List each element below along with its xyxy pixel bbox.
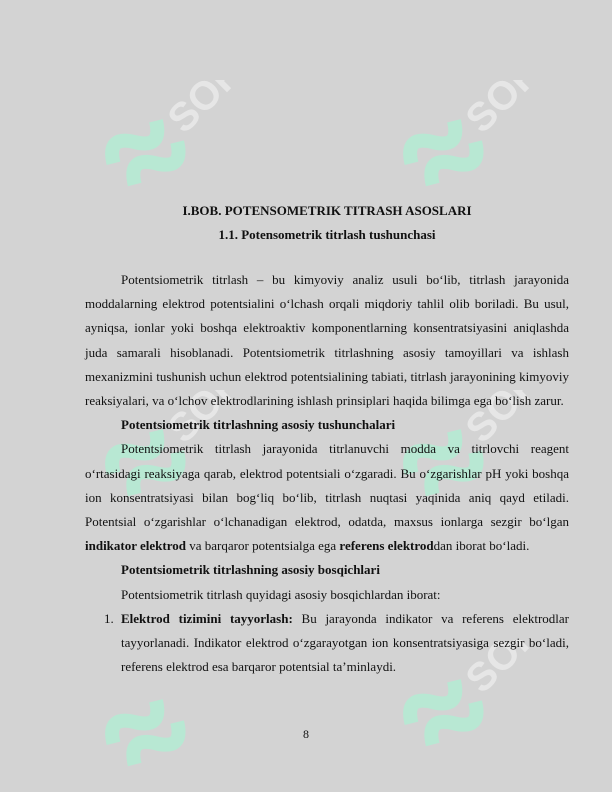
paragraph-concepts <box>85 437 569 558</box>
section-title: 1.1. Potensometrik titrlash tushunchasi <box>218 227 436 242</box>
term-indicator-electrode: indikator elektrod <box>85 538 187 554</box>
chapter-title: I.BOB. POTENSOMETRIK TITRASH ASOSLARI <box>182 203 472 218</box>
watermark-text: SOFF <box>159 80 248 142</box>
page-body <box>85 200 569 679</box>
watermark-text: SOFF <box>457 80 546 142</box>
paragraph-text: dan iborat bo‘ladi. <box>433 538 530 554</box>
subheading-stages: Potentsiometrik titrlashning asosiy bosqichlari <box>121 562 380 578</box>
watermark-logo <box>78 80 248 190</box>
page-number: 8 <box>303 727 309 741</box>
paragraph-stages-intro: Potentsiometrik titrlash quyidagi asosiy bosqichlardan iborat: <box>121 586 441 602</box>
watermark-logo <box>376 80 546 190</box>
list-item-title: Elektrod tizimini tayyorlash: <box>121 610 293 626</box>
list-item <box>85 607 569 680</box>
list-item-text: Bu jarayonda indikator va referens elektrodlar tayyorlanadi. Indikator elektrod o‘zgarayotgan ion konsentratsiyasiga sezgir bo‘ladi, referens elektrod esa barqaror potentsial ta’minlaydi. <box>121 610 570 675</box>
watermark-text: SOFF <box>159 390 248 452</box>
watermark-text: SOFF <box>457 640 546 702</box>
paragraph-text: Potentsiometrik titrlash jarayonida titrlanuvchi modda va titrlovchi reagent o‘rtasidagi reaksiyaga qarab, elektrod potentsiali o‘zgaradi. Bu o‘zgarishlar pH yoki boshqa ion konsentratsiyasi bilan bog‘liq bo‘lib, titrlash nuqtasi yaqinida aniq qayd etiladi. Potentsial o‘zgarishlar o‘lchanadigan elektrod, odatda, maxsus ionlarga sezgir bo‘lgan <box>85 441 569 530</box>
subheading-concepts: Potentsiometrik titrlashning asosiy tushunchalari <box>121 417 396 433</box>
watermark-text: SOFF <box>457 390 546 452</box>
paragraph-intro: Potentsiometrik titrlash – bu kimyoviy analiz usuli bo‘lib, titrlash jarayonida moddalarning elektrod potentsialini o‘lchash orqali miqdoriy tahlil olib boriladi. Bu usul, ayniqsa, ionlar yoki boshqa elektroaktiv komponentlarning konsentratsiyasini aniqlashda juda samarali hisoblanadi. Potentsiometrik titrlashning asosiy tamoyillari va ishlash mexanizmini tushunish uchun elektrod potentsialining tabiati, titrlash jarayonining kimyoviy reaksiyalari, va o‘lchov elektrodlarining ishlash prinsiplari haqida bilimga ega bo‘lish zarur. <box>85 272 569 409</box>
list-number: 1. <box>104 610 114 626</box>
term-reference-electrode: referens elektrod <box>339 538 434 554</box>
paragraph-text: va barqaror potentsialga ega <box>186 538 340 554</box>
